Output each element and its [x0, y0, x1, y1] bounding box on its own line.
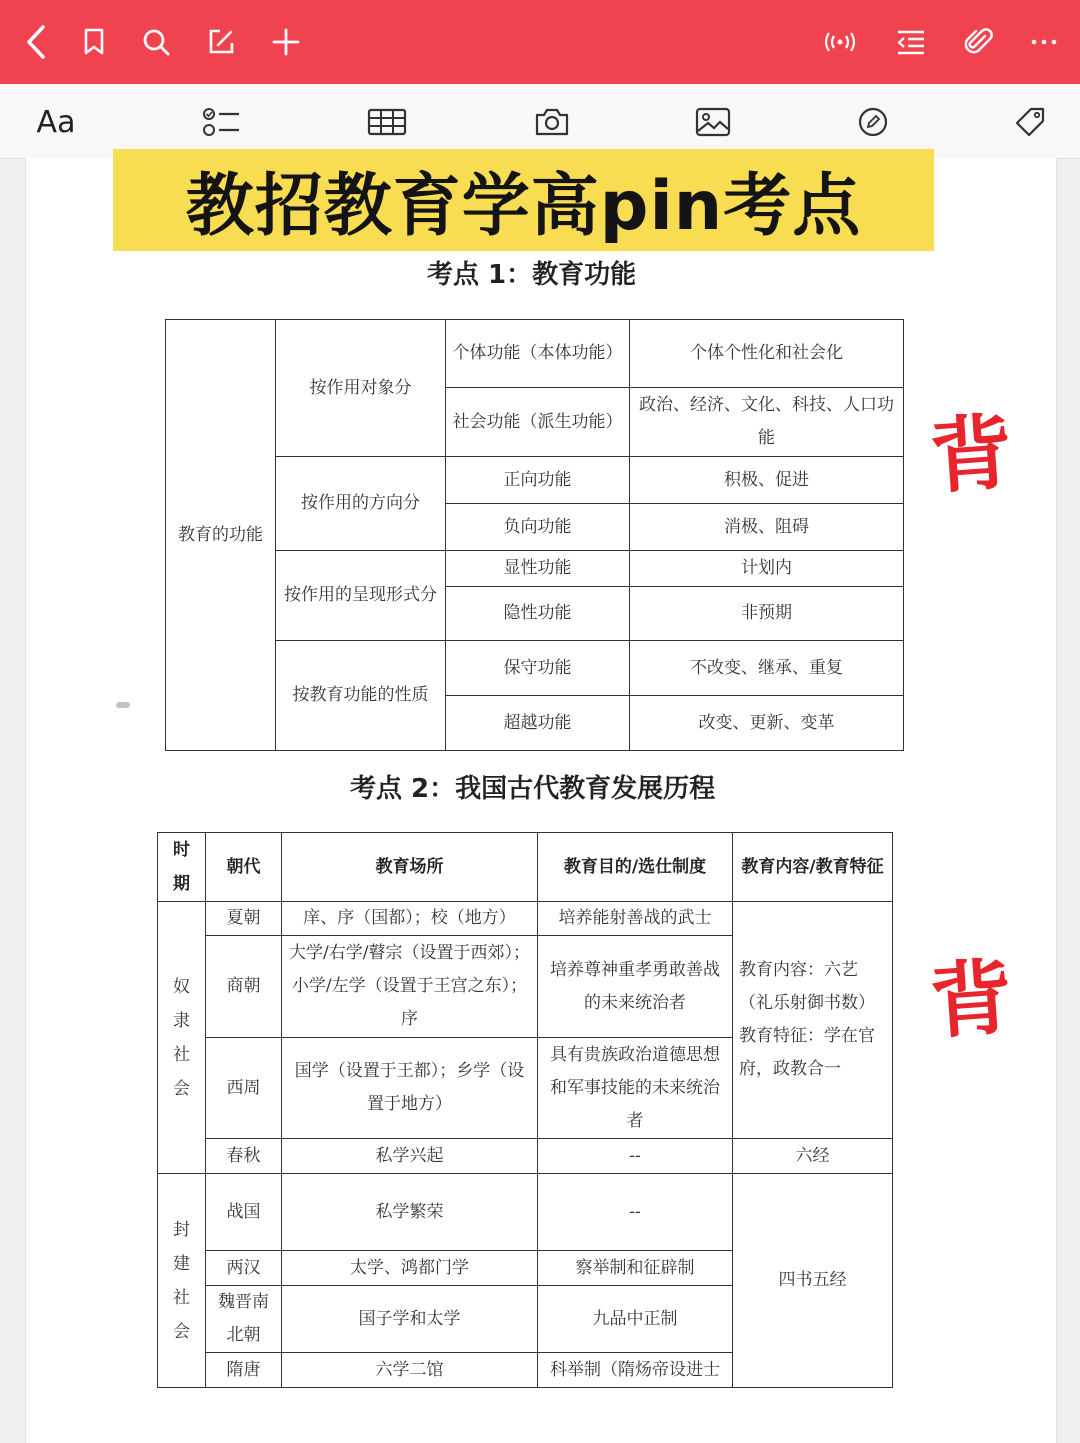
- dynasty-cell: 商朝: [206, 936, 282, 1038]
- functions-table: [165, 319, 904, 751]
- purpose-cell: --: [538, 1139, 733, 1174]
- function-desc: 非预期: [630, 587, 904, 641]
- dynasty-cell: 春秋: [206, 1139, 282, 1174]
- content-cell: 四书五经: [733, 1174, 893, 1388]
- format-toolbar: [0, 84, 1080, 159]
- section1-heading: 考点 1：教育功能: [427, 260, 637, 290]
- function-type: 保守功能: [446, 641, 630, 696]
- header-period: 时期: [158, 833, 206, 902]
- function-type: 正向功能: [446, 457, 630, 504]
- history-table: [157, 832, 893, 1388]
- purpose-cell: 培养尊神重孝勇敢善战的未来统治者: [538, 936, 733, 1038]
- function-desc: 计划内: [630, 551, 904, 587]
- purpose-cell: 具有贵族政治道德思想和军事技能的未来统治者: [538, 1038, 733, 1139]
- place-cell: 国子学和太学: [282, 1286, 538, 1353]
- dynasty-cell: 战国: [206, 1174, 282, 1251]
- image-icon[interactable]: [691, 102, 735, 142]
- section-education-functions: [145, 251, 917, 763]
- app-top-bar: [0, 0, 1080, 84]
- purpose-cell: 科举制（隋炀帝设进士: [538, 1353, 733, 1388]
- dynasty-cell: 隋唐: [206, 1353, 282, 1388]
- section2-heading: 考点 2：我国古代教育发展历程: [350, 774, 716, 804]
- add-icon[interactable]: [266, 22, 306, 62]
- function-desc: 消极、阻碍: [630, 504, 904, 551]
- place-cell: 私学兴起: [282, 1139, 538, 1174]
- purpose-cell: 九品中正制: [538, 1286, 733, 1353]
- place-cell: 私学繁荣: [282, 1174, 538, 1251]
- function-type: 隐性功能: [446, 587, 630, 641]
- title-banner: [113, 149, 934, 251]
- function-desc: 积极、促进: [630, 457, 904, 504]
- edit-icon[interactable]: [201, 22, 241, 62]
- function-type: 社会功能（派生功能）: [446, 388, 630, 457]
- period-feudal: 封建社会: [158, 1174, 206, 1388]
- outline-list-icon[interactable]: [890, 22, 930, 62]
- dynasty-cell: 两汉: [206, 1251, 282, 1286]
- purpose-cell: 培养能射善战的武士: [538, 902, 733, 936]
- period-slave: 奴隶社会: [158, 902, 206, 1174]
- search-icon[interactable]: [136, 22, 176, 62]
- group-label: 按作用的方向分: [276, 457, 446, 551]
- header-dynasty: 朝代: [206, 833, 282, 902]
- dynasty-cell: 西周: [206, 1038, 282, 1139]
- place-cell: 庠、序（国都）；校（地方）: [282, 902, 538, 936]
- header-purpose: 教育目的/选仕制度: [538, 833, 733, 902]
- group-label: 按作用的呈现形式分: [276, 551, 446, 641]
- table-icon[interactable]: [365, 102, 409, 142]
- place-cell: 大学/右学/瞽宗（设置于西郊）；小学/左学（设置于王宫之东）；序: [282, 936, 538, 1038]
- camera-icon[interactable]: [530, 102, 574, 142]
- place-cell: 六学二馆: [282, 1353, 538, 1388]
- purpose-cell: 察举制和征辟制: [538, 1251, 733, 1286]
- function-type: 个体功能（本体功能）: [446, 320, 630, 388]
- checklist-icon[interactable]: [200, 102, 244, 142]
- memorize-mark: 背: [927, 950, 1016, 1051]
- group-label: 按教育功能的性质: [276, 641, 446, 751]
- function-desc: 改变、更新、变革: [630, 696, 904, 751]
- back-icon[interactable]: [16, 22, 56, 62]
- content-cell: 六经: [733, 1139, 893, 1174]
- more-icon[interactable]: [1024, 22, 1064, 62]
- place-cell: 国学（设置于王都）；乡学（设置于地方）: [282, 1038, 538, 1139]
- page-marker: [116, 702, 130, 708]
- header-content: 教育内容/教育特征: [733, 833, 893, 902]
- place-cell: 太学、鸿都门学: [282, 1251, 538, 1286]
- root-cell: 教育的功能: [166, 320, 276, 751]
- function-desc: 不改变、继承、重复: [630, 641, 904, 696]
- dynasty-cell: 夏朝: [206, 902, 282, 936]
- group-label: 按作用对象分: [276, 320, 446, 457]
- bookmark-icon[interactable]: [74, 22, 114, 62]
- broadcast-icon[interactable]: [820, 22, 860, 62]
- memorize-mark: 背: [927, 405, 1016, 506]
- function-type: 超越功能: [446, 696, 630, 751]
- header-place: 教育场所: [282, 833, 538, 902]
- function-desc: 个体个性化和社会化: [630, 320, 904, 388]
- purpose-cell: --: [538, 1174, 733, 1251]
- content-cell: 教育内容：六艺（礼乐射御书数）教育特征：学在官府，政教合一: [733, 902, 893, 1139]
- function-desc: 政治、经济、文化、科技、人口功能: [630, 388, 904, 457]
- function-type: 显性功能: [446, 551, 630, 587]
- function-type: 负向功能: [446, 504, 630, 551]
- tag-icon[interactable]: [1008, 102, 1052, 142]
- text-format-button[interactable]: [34, 102, 78, 142]
- text-format-label: Aa: [36, 104, 76, 140]
- page-title: 教招教育学高pin考点: [185, 166, 862, 246]
- dynasty-cell: 魏晋南北朝: [206, 1286, 282, 1353]
- section-ancient-education: [145, 764, 903, 1394]
- pen-icon[interactable]: [851, 102, 895, 142]
- attachment-icon[interactable]: [958, 22, 998, 62]
